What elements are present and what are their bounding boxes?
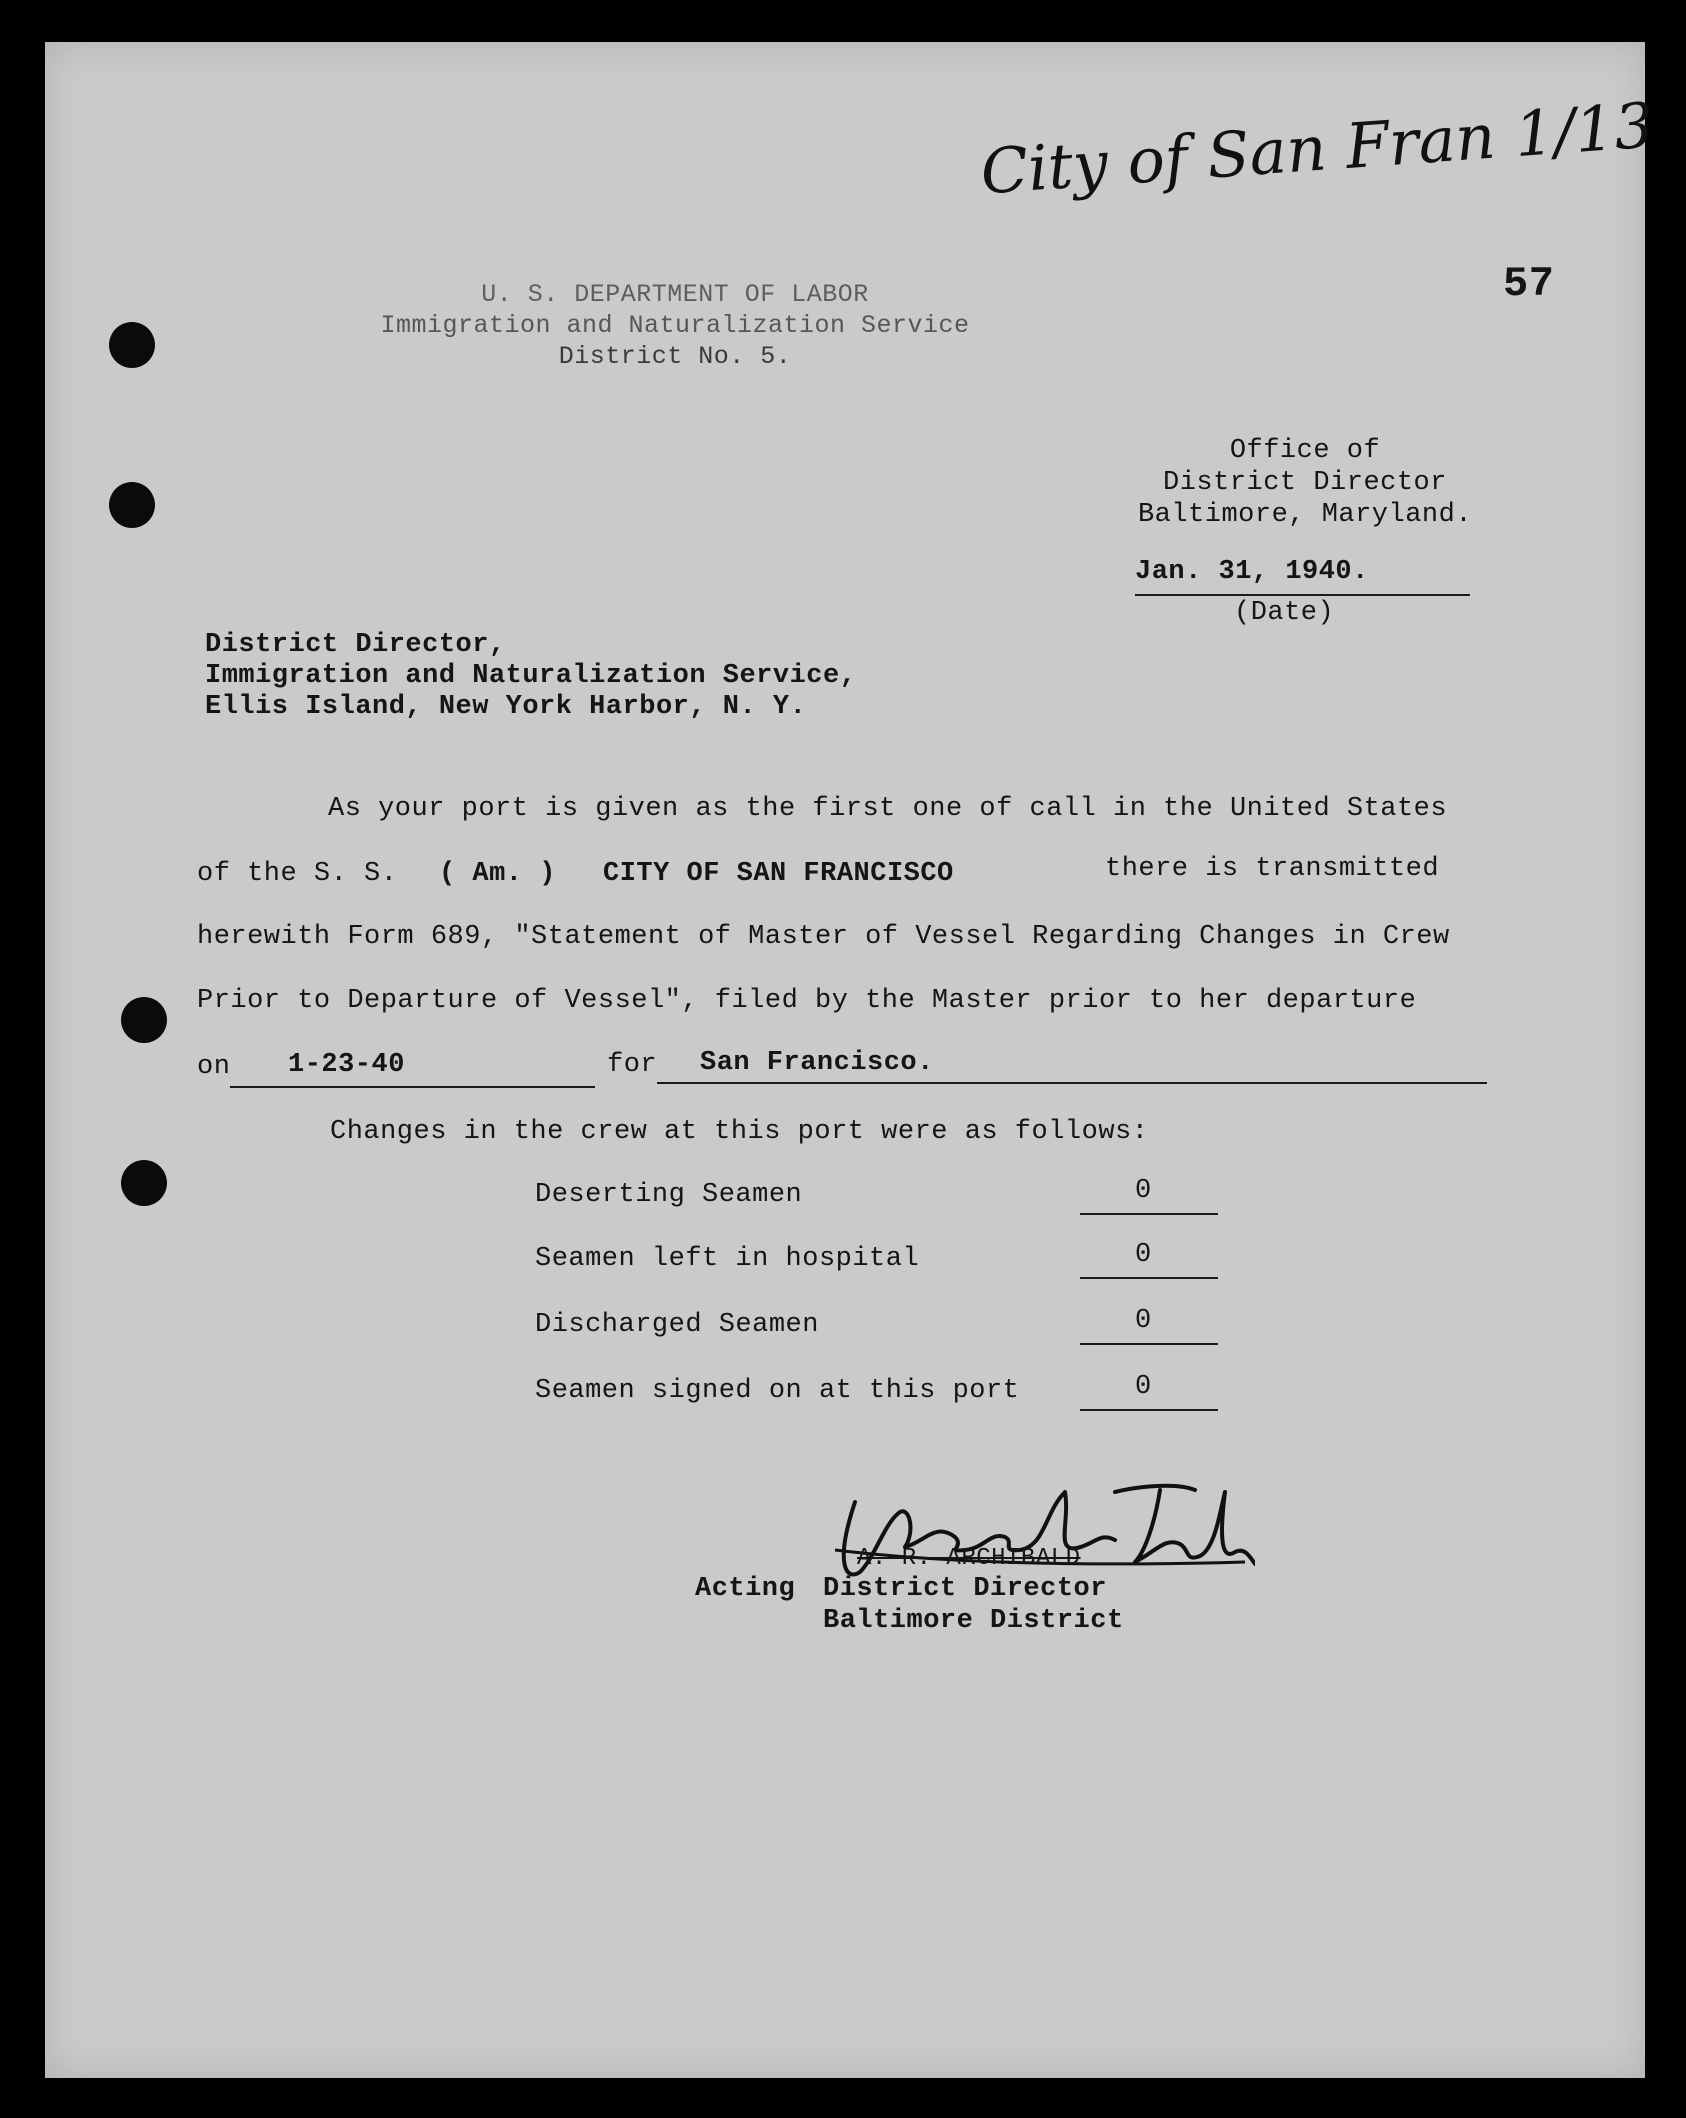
change-value-rule xyxy=(1080,1409,1218,1411)
body-line1: As your port is given as the first one of call in the United States xyxy=(328,794,1448,824)
document-page xyxy=(45,42,1657,2078)
date-value: Jan. 31, 1940. xyxy=(1135,557,1369,587)
struck-name: A. R. ARCHIBALD xyxy=(857,1545,1081,1572)
addressee-line3: Ellis Island, New York Harbor, N. Y. xyxy=(205,692,807,722)
page-number: 57 xyxy=(1503,260,1555,308)
change-label: Seamen left in hospital xyxy=(535,1244,920,1274)
handwritten-note: City of San Fran 1/13 xyxy=(978,88,1657,209)
changes-row xyxy=(535,1176,1275,1244)
change-value-rule xyxy=(1080,1277,1218,1279)
punch-hole-2 xyxy=(109,482,155,528)
change-value: 0 xyxy=(1135,1176,1152,1206)
vessel-nationality: ( Am. ) xyxy=(439,859,556,889)
change-value-rule xyxy=(1080,1343,1218,1345)
punch-hole-4 xyxy=(121,1160,167,1206)
changes-row xyxy=(535,1374,1275,1438)
changes-intro: Changes in the crew at this port were as follows: xyxy=(330,1117,1149,1147)
body-line3: herewith Form 689, "Statement of Master of Vessel Regarding Changes in Crew xyxy=(197,922,1450,952)
office-line1: Office of xyxy=(1229,436,1381,466)
acting-label: Acting xyxy=(695,1574,796,1604)
letterhead xyxy=(365,280,985,371)
addressee-line2: Immigration and Naturalization Service, xyxy=(205,661,857,691)
office-line2: District Director xyxy=(1163,468,1447,498)
signer-district: Baltimore District xyxy=(823,1606,1124,1636)
departure-date: 1-23-40 xyxy=(288,1050,405,1080)
date-caption: (Date) xyxy=(1234,598,1335,628)
on-label: on xyxy=(197,1052,231,1082)
body-line2-prefix: of the S. S. xyxy=(197,859,398,889)
changes-table xyxy=(535,1176,1275,1438)
change-value: 0 xyxy=(1135,1306,1152,1336)
changes-row xyxy=(535,1240,1275,1308)
destination-rule xyxy=(657,1082,1487,1084)
change-label: Discharged Seamen xyxy=(535,1310,819,1340)
addressee-line1: District Director, xyxy=(205,630,506,660)
change-value: 0 xyxy=(1135,1240,1152,1270)
change-value-rule xyxy=(1080,1213,1218,1215)
date-rule xyxy=(1135,594,1470,596)
body-line2-suffix: there is transmitted xyxy=(1105,854,1440,884)
letterhead-line3: District No. 5. xyxy=(558,342,792,371)
signer-title: District Director xyxy=(823,1574,1107,1604)
changes-row xyxy=(535,1308,1275,1374)
letterhead-line1: U. S. DEPARTMENT OF LABOR xyxy=(481,280,869,309)
change-value: 0 xyxy=(1135,1372,1152,1402)
addressee-block xyxy=(205,630,856,722)
office-block xyxy=(1105,436,1505,530)
body-line4: Prior to Departure of Vessel", filed by the Master prior to her departure xyxy=(197,986,1417,1016)
letterhead-line2: Immigration and Naturalization Service xyxy=(380,311,970,340)
destination: San Francisco. xyxy=(700,1048,934,1078)
departure-date-rule xyxy=(230,1086,595,1088)
vessel-name: CITY OF SAN FRANCISCO xyxy=(603,859,954,889)
punch-hole-3 xyxy=(121,997,167,1043)
punch-hole-1 xyxy=(109,322,155,368)
for-label: for xyxy=(607,1050,658,1080)
change-label: Deserting Seamen xyxy=(535,1180,803,1210)
change-label: Seamen signed on at this port xyxy=(535,1376,1020,1406)
office-line3: Baltimore, Maryland. xyxy=(1137,500,1473,530)
